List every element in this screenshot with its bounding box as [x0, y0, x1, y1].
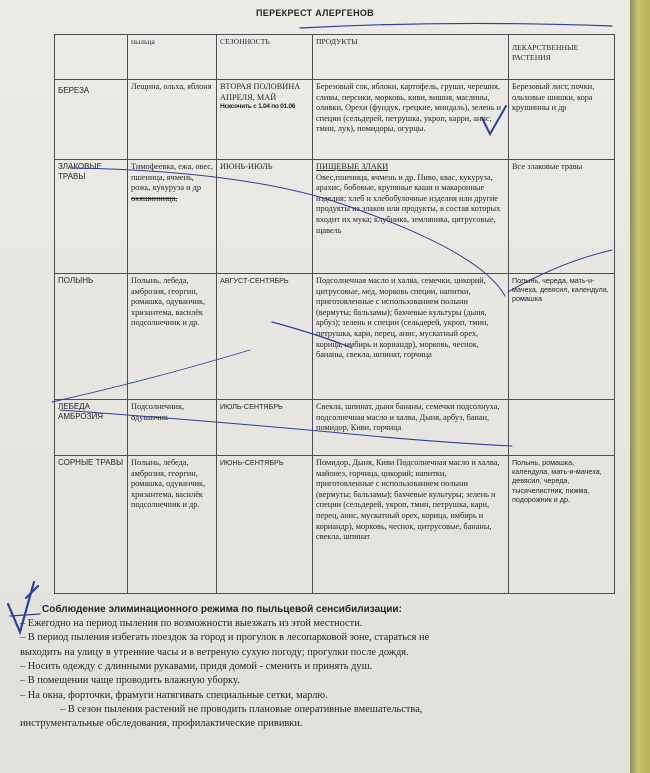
header-products: ПРОДУКТЫ — [313, 35, 509, 80]
herbs-cell — [509, 400, 615, 456]
products-heading: ПИЩЕВЫЕ ЗЛАКИ — [316, 162, 389, 171]
folder-edge — [630, 0, 650, 773]
products-cell: Березовый сок, яблоки, картофель, груши, черешня, сливы, персики, морковь, киви, вишня, маслины, оливки, Орехи (фундук, грецкие, миндаль), зелень и специи (сельдерей, петрушка, укроп, карри, анис, тмин, лук), помидоры, огурцы. — [313, 80, 509, 160]
table-row — [55, 400, 615, 456]
pollen-text: Тимофеевка, ежа, овес, пшеница, ячмень, рожь, кукуруза и др — [131, 162, 214, 193]
plant-cell: ПОЛЫНЬ — [55, 274, 128, 400]
products-cell — [313, 160, 509, 274]
herbs-cell: Все злаковые травы — [509, 160, 615, 274]
season-cell: АВГУСТ-СЕНТЯБРЬ — [217, 274, 313, 400]
season-extra: Нсксочить с 1.04 по 01.06 — [220, 103, 296, 111]
notes-line: – Носить одежду с длинными рукавами, придя домой - сменить и принять душ. — [20, 660, 373, 672]
header-herbs: ЛЕКАРСТВЕННЫЕ РАСТЕНИЯ — [509, 35, 615, 80]
season-cell — [217, 80, 313, 160]
notes-line: инструментальные обследования, профилактические прививки. — [20, 718, 303, 730]
plant-cell: СОРНЫЕ ТРАВЫ — [55, 456, 128, 594]
notes-line: – В период пыления избегать поездок за город и прогулок в лесопарковой зоне, стараться не — [20, 632, 430, 644]
table-row — [55, 274, 615, 400]
header-season: СЕЗОННОСТЬ — [217, 35, 313, 80]
notes-line: – Ежегодно на период пыления по возможности выезжать из этой местности. — [20, 617, 363, 629]
products-cell: Свекла, шпинат, дыня бананы, семечки подсолнуха, подсолнечная масло и халва, Дыня, арбуз, банан, помидор, Киви, горчица — [313, 400, 509, 456]
products-text: Овес,пшеница, ячмень и др. Пиво, квас, кукуруза, арахис, бобовые, крупяные каши и макаронные изделия; хлеб и хлебобулочные изделия или другие продукты из злаков или продукты, в состав которых входит их мука; клубника, земляника, цитрусовые, щавель — [316, 172, 501, 235]
pollen-cell: Полынь, лебеда, амброзия, георгин, ромашка, одуванчик, хризантема, василёк подсолнечник и др. — [128, 456, 217, 594]
herbs-cell: Полынь, череда, мать-и-мачеха, девясил, календула, ромашка — [509, 274, 615, 400]
herbs-cell: Березовый лист, почки, ольховые шишки, кора крушинны и др — [509, 80, 615, 160]
table-row — [55, 160, 615, 274]
products-cell: Помидор, Дыня, Киви Подсолнечная масло и халва, майонез, горчица, цикорий; напитки, приготовленные с использованием полыни (вермуты; бальзамы); бахчевые культуры; зелень и специи (сельдерей, укроп, тмин, петрушка, кари, перец, анис, мускатный орех, корица, имбирь и кориандр), морковь, чеснок, цитрусовые, бананы, свекла, шпинат — [313, 456, 509, 594]
notes-line: выходить на улицу в утренние часы и в ветреную сухую погоду; прогулки после дождя. — [20, 646, 409, 658]
document-title: ПЕРЕКРЕСТ АЛЕРГЕНОВ — [256, 8, 374, 18]
products-cell: Подсолнечная масло и халва, семечки, цикорий, цитрусовые, мед, морковь специи, напитки, приготовленные с использованием полыни (вермуты; бальзамы); бахчевые культуры (дыня, арбуз); зелень и специи (сельдерей, укроп, тмин, петрушка, кари, перец, анис, мускатный орех, корица, имбирь и кориандр), морковь, чеснок, бананы, свекла, шпинат, горчица — [313, 274, 509, 400]
header-pollen: пыльца — [128, 35, 217, 80]
notes-line: – В сезон пыления растений не проводить плановые оперативные вмешательства, — [60, 703, 423, 715]
herbs-cell: Полынь, ромашка, календула, мать-и-мачеха, девясил, череда, тысячелистник, пижма, подорожник и др. — [509, 456, 615, 594]
plant-cell: БЕРЕЗА — [55, 80, 128, 160]
plant-cell: ЛЕБЕДА АМБРОЗИЯ — [55, 400, 128, 456]
pollen-cell: Лещина, ольха, яблоня — [128, 80, 217, 160]
header-empty — [55, 35, 128, 80]
season-text: ВТОРАЯ ПОЛОВИНА АПРЕЛЯ, МАЙ — [220, 82, 301, 102]
table-row — [55, 80, 615, 160]
table-header-row — [55, 35, 615, 80]
season-cell: ИЮНЬ-ИЮЛЬ — [217, 160, 313, 274]
plant-cell: ЗЛАКОВЫЕ ТРАВЫ — [55, 160, 128, 274]
table-row — [55, 456, 615, 594]
notes-line: – В помещении чаще проводить влажную уборку. — [20, 675, 240, 687]
notes-heading: Соблюдение элиминационного режима по пыльцевой сенсибилизации: — [42, 604, 402, 615]
season-cell: ИЮНЬ-СЕНТЯБРЬ — [217, 456, 313, 594]
pollen-cell: Полынь, лебеда, амброзия, георгин, ромашка, одуванчик, хризантема, василёк подсолнечник и др. — [128, 274, 217, 400]
pollen-cell: Подсолнечник, одуванчик — [128, 400, 217, 456]
allergen-cross-table — [54, 34, 615, 594]
pollen-cell — [128, 160, 217, 274]
elimination-notes — [20, 603, 620, 732]
pollen-crossed: окяшниница, — [131, 193, 178, 203]
season-cell: ИЮЛЬ-СЕНТЯБРЬ — [217, 400, 313, 456]
notes-line: – На окна, форточки, фрамуги натягивать специальные сетки, марлю. — [20, 689, 328, 701]
